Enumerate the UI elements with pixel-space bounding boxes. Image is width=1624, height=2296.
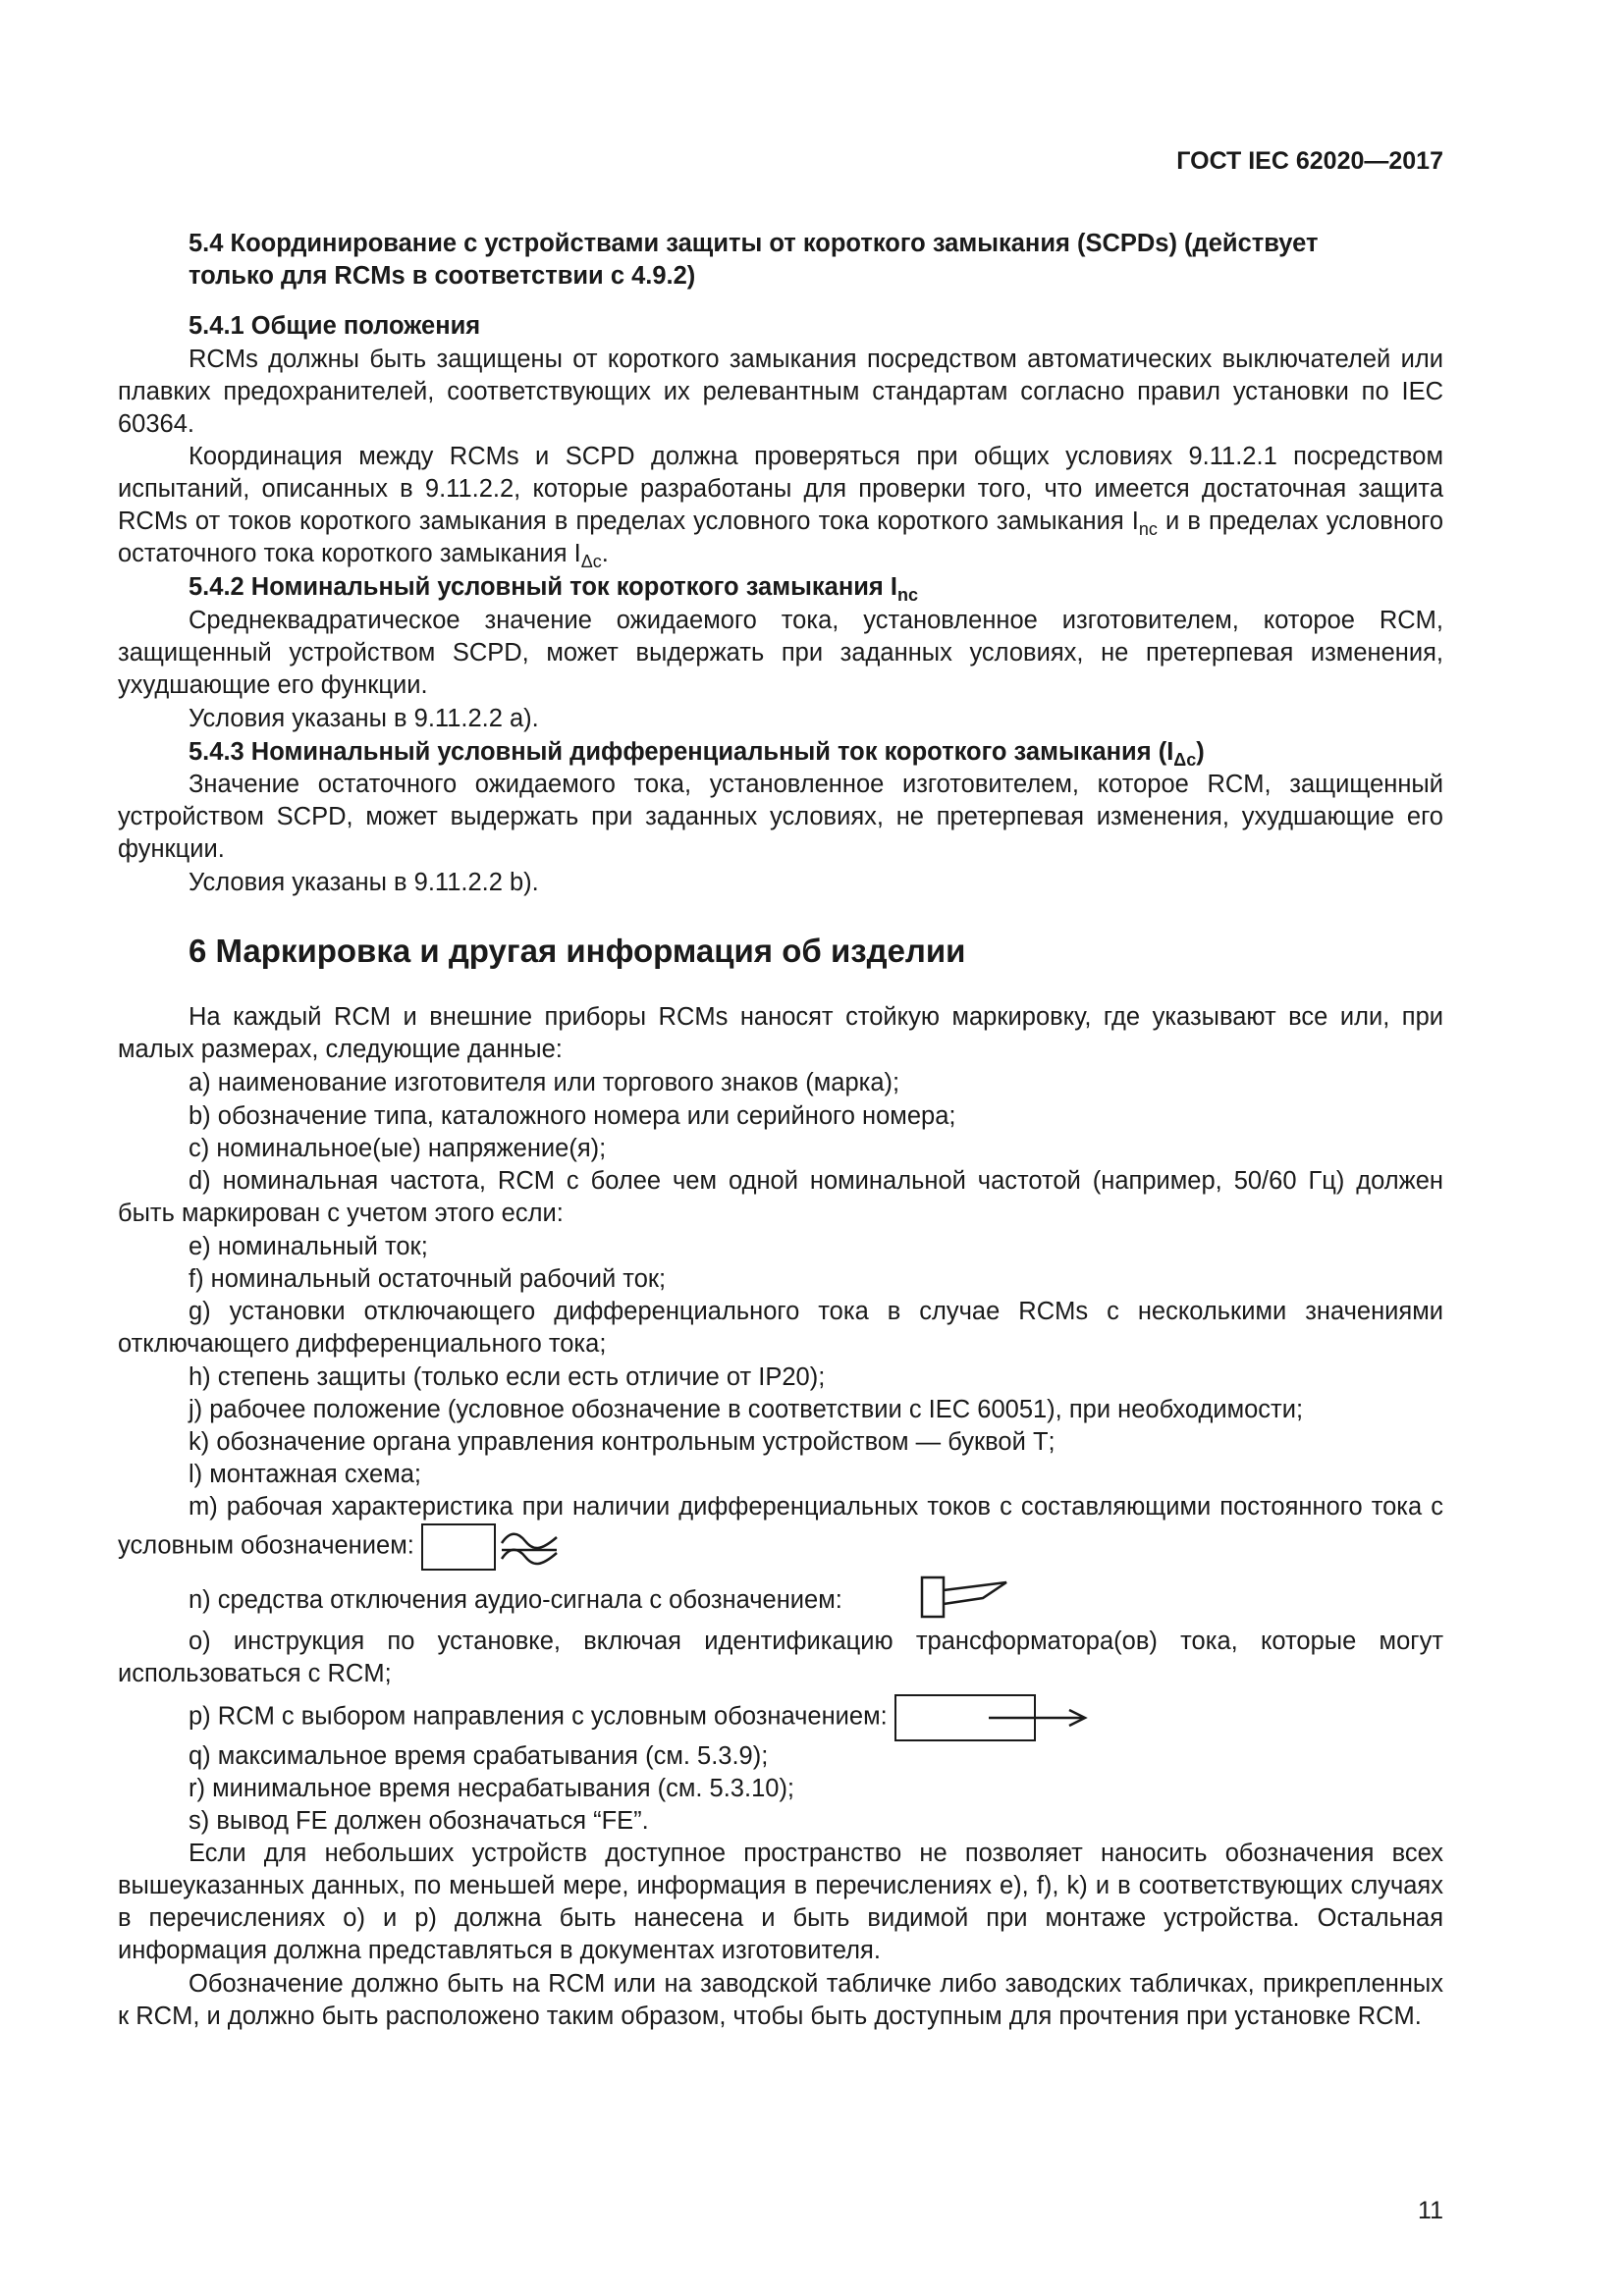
list-item-b: b) обозначение типа, каталожного номера или серийного номера; (189, 1102, 956, 1130)
title-text: ) (1196, 738, 1205, 766)
list-item-k: k) обозначение органа управления контрольным устройством — буквой Т; (189, 1428, 1056, 1456)
list-item-o: о) инструкция по установке, включая идентификацию трансформатора(ов) тока, которые могут использоваться с RCM; (118, 1628, 1443, 1687)
section-5-4-1-title: 5.4.1 Общие положения (189, 312, 481, 340)
section-5-4-title-line1: 5.4 Координирование с устройствами защиты от короткого замыкания (SCPDs) (действует (189, 230, 1319, 257)
list-item-p (118, 1694, 1443, 1741)
list-item-s: s) вывод FE должен обозначаться “FE”. (189, 1807, 649, 1835)
section-6-intro: На каждый RCM и внешние приборы RCMs наносят стойкую маркировку, где указывают все или, при малых размерах, следующие данные: (118, 1003, 1443, 1063)
subscript-delta-c: Δc (580, 552, 602, 571)
direction-arrow-symbol-icon (894, 1694, 1036, 1741)
document-code: ГОСТ IEC 62020—2017 (1176, 147, 1443, 175)
list-item-q: q) максимальное время срабатывания (см. 5.3.9); (189, 1742, 769, 1770)
audio-mute-symbol-icon (849, 1575, 1010, 1629)
paragraph-text: и в пределах условного остаточного тока короткого замыкания I (118, 507, 1443, 567)
section-5-4-title (118, 228, 1443, 293)
section-5-4-1-paragraph-1: RCMs должны быть защищены от короткого замыкания посредством автоматических выключателей или плавких предохранителей, соответствующих их релевантным стандартам согласно правил установки по IEC 60364. (118, 346, 1443, 438)
title-text: 5.4.2 Номинальный условный ток короткого замыкания I (189, 573, 897, 601)
subscript-delta-c: Δc (1173, 750, 1197, 770)
list-item-c: с) номинальное(ые) напряжение(я); (189, 1135, 607, 1162)
subscript-nc: nc (1138, 519, 1158, 539)
section-5-4-3-title (118, 736, 1443, 769)
list-item-h: h) степень защиты (только если есть отличие от IP20); (189, 1363, 826, 1391)
section-5-4-1-paragraph-2 (118, 441, 1443, 570)
list-item-l: l) монтажная схема; (189, 1461, 422, 1488)
list-item-r: r) минимальное время несрабатывания (см. 5.3.10); (189, 1775, 795, 1802)
list-item-f: f) номинальный остаточный рабочий ток; (189, 1265, 667, 1293)
section-5-4-2-paragraph-2: Условия указаны в 9.11.2.2 а). (189, 705, 539, 732)
section-5-4-3-paragraph-2: Условия указаны в 9.11.2.2 b). (189, 869, 539, 896)
list-item-n-text: n) средства отключения аудио-сигнала с обозначением: (189, 1586, 842, 1615)
subscript-nc: nc (896, 585, 918, 605)
list-item-j: j) рабочее положение (условное обозначение в соответствии с IEC 60051), при необходимости; (189, 1396, 1304, 1423)
section-6-title: 6 Маркировка и другая информация об изделии (189, 933, 966, 969)
section-5-4-2-paragraph-1: Среднеквадратическое значение ожидаемого тока, установленное изготовителем, которое RCM, защищенный устройством SCPD, может выдержать при заданных условиях, не претерпевая изменения, ухудшающие его функции. (118, 607, 1443, 699)
dc-component-symbol-icon (421, 1523, 496, 1571)
list-item-e: е) номинальный ток; (189, 1233, 428, 1260)
section-5-4-3-paragraph-1: Значение остаточного ожидаемого тока, установленное изготовителем, которое RCM, защищенный устройством SCPD, может выдержать при заданных условиях, не претерпевая изменения, ухудшающие его функции. (118, 771, 1443, 863)
section-5-4-title-line2: только для RCMs в соответствии с 4.9.2) (189, 262, 696, 290)
title-text: 5.4.3 Номинальный условный дифференциальный ток короткого замыкания (I (189, 738, 1174, 766)
list-item-p-text: р) RCM с выбором направления с условным обозначением: (189, 1702, 888, 1731)
section-6-paragraph-2: Обозначение должно быть на RCM или на заводской табличке либо заводских табличках, прикрепленных к RCM, и должно быть расположено таким образом, чтобы быть доступным для прочтения при установке RCM. (118, 1970, 1443, 2030)
list-item-g: g) установки отключающего дифференциального тока в случае RCMs с несколькими значениями отключающего дифференциального тока; (118, 1298, 1443, 1358)
list-item-a: а) наименование изготовителя или торгового знаков (марка); (189, 1069, 900, 1096)
list-item-d: d) номинальная частота, RCM с более чем одной номинальной частотой (например, 50/60 Гц) должен быть маркирован с учетом этого если: (118, 1167, 1443, 1227)
list-item-m (118, 1491, 1443, 1571)
section-5-4-2-title (118, 571, 1443, 604)
list-item-n (118, 1575, 1443, 1629)
list-item-m-text: m) рабочая характеристика при наличии дифференциальных токов с составляющими постоянного тока с условным обозначением: (118, 1493, 1443, 1560)
paragraph-text: . (601, 540, 609, 567)
page-number: 11 (1418, 2197, 1443, 2224)
section-6-paragraph-1: Если для небольших устройств доступное пространство не позволяет наносить обозначения всех вышеуказанных данных, по меньшей мере, информация в перечислениях е), f), k) и в соответствующих случаях в перечислениях о) и р) должна быть нанесена и быть видимой при монтаже устройства. Остальная информация должна представляться в документах изготовителя. (118, 1840, 1443, 1964)
paragraph-text: Координация между RCMs и SCPD должна проверяться при общих условиях 9.11.2.1 посредством испытаний, описанных в 9.11.2.2, которые разработаны для проверки того, что имеется достаточная защита RCMs от токов короткого замыкания в пределах условного тока короткого замыкания I (118, 443, 1443, 535)
